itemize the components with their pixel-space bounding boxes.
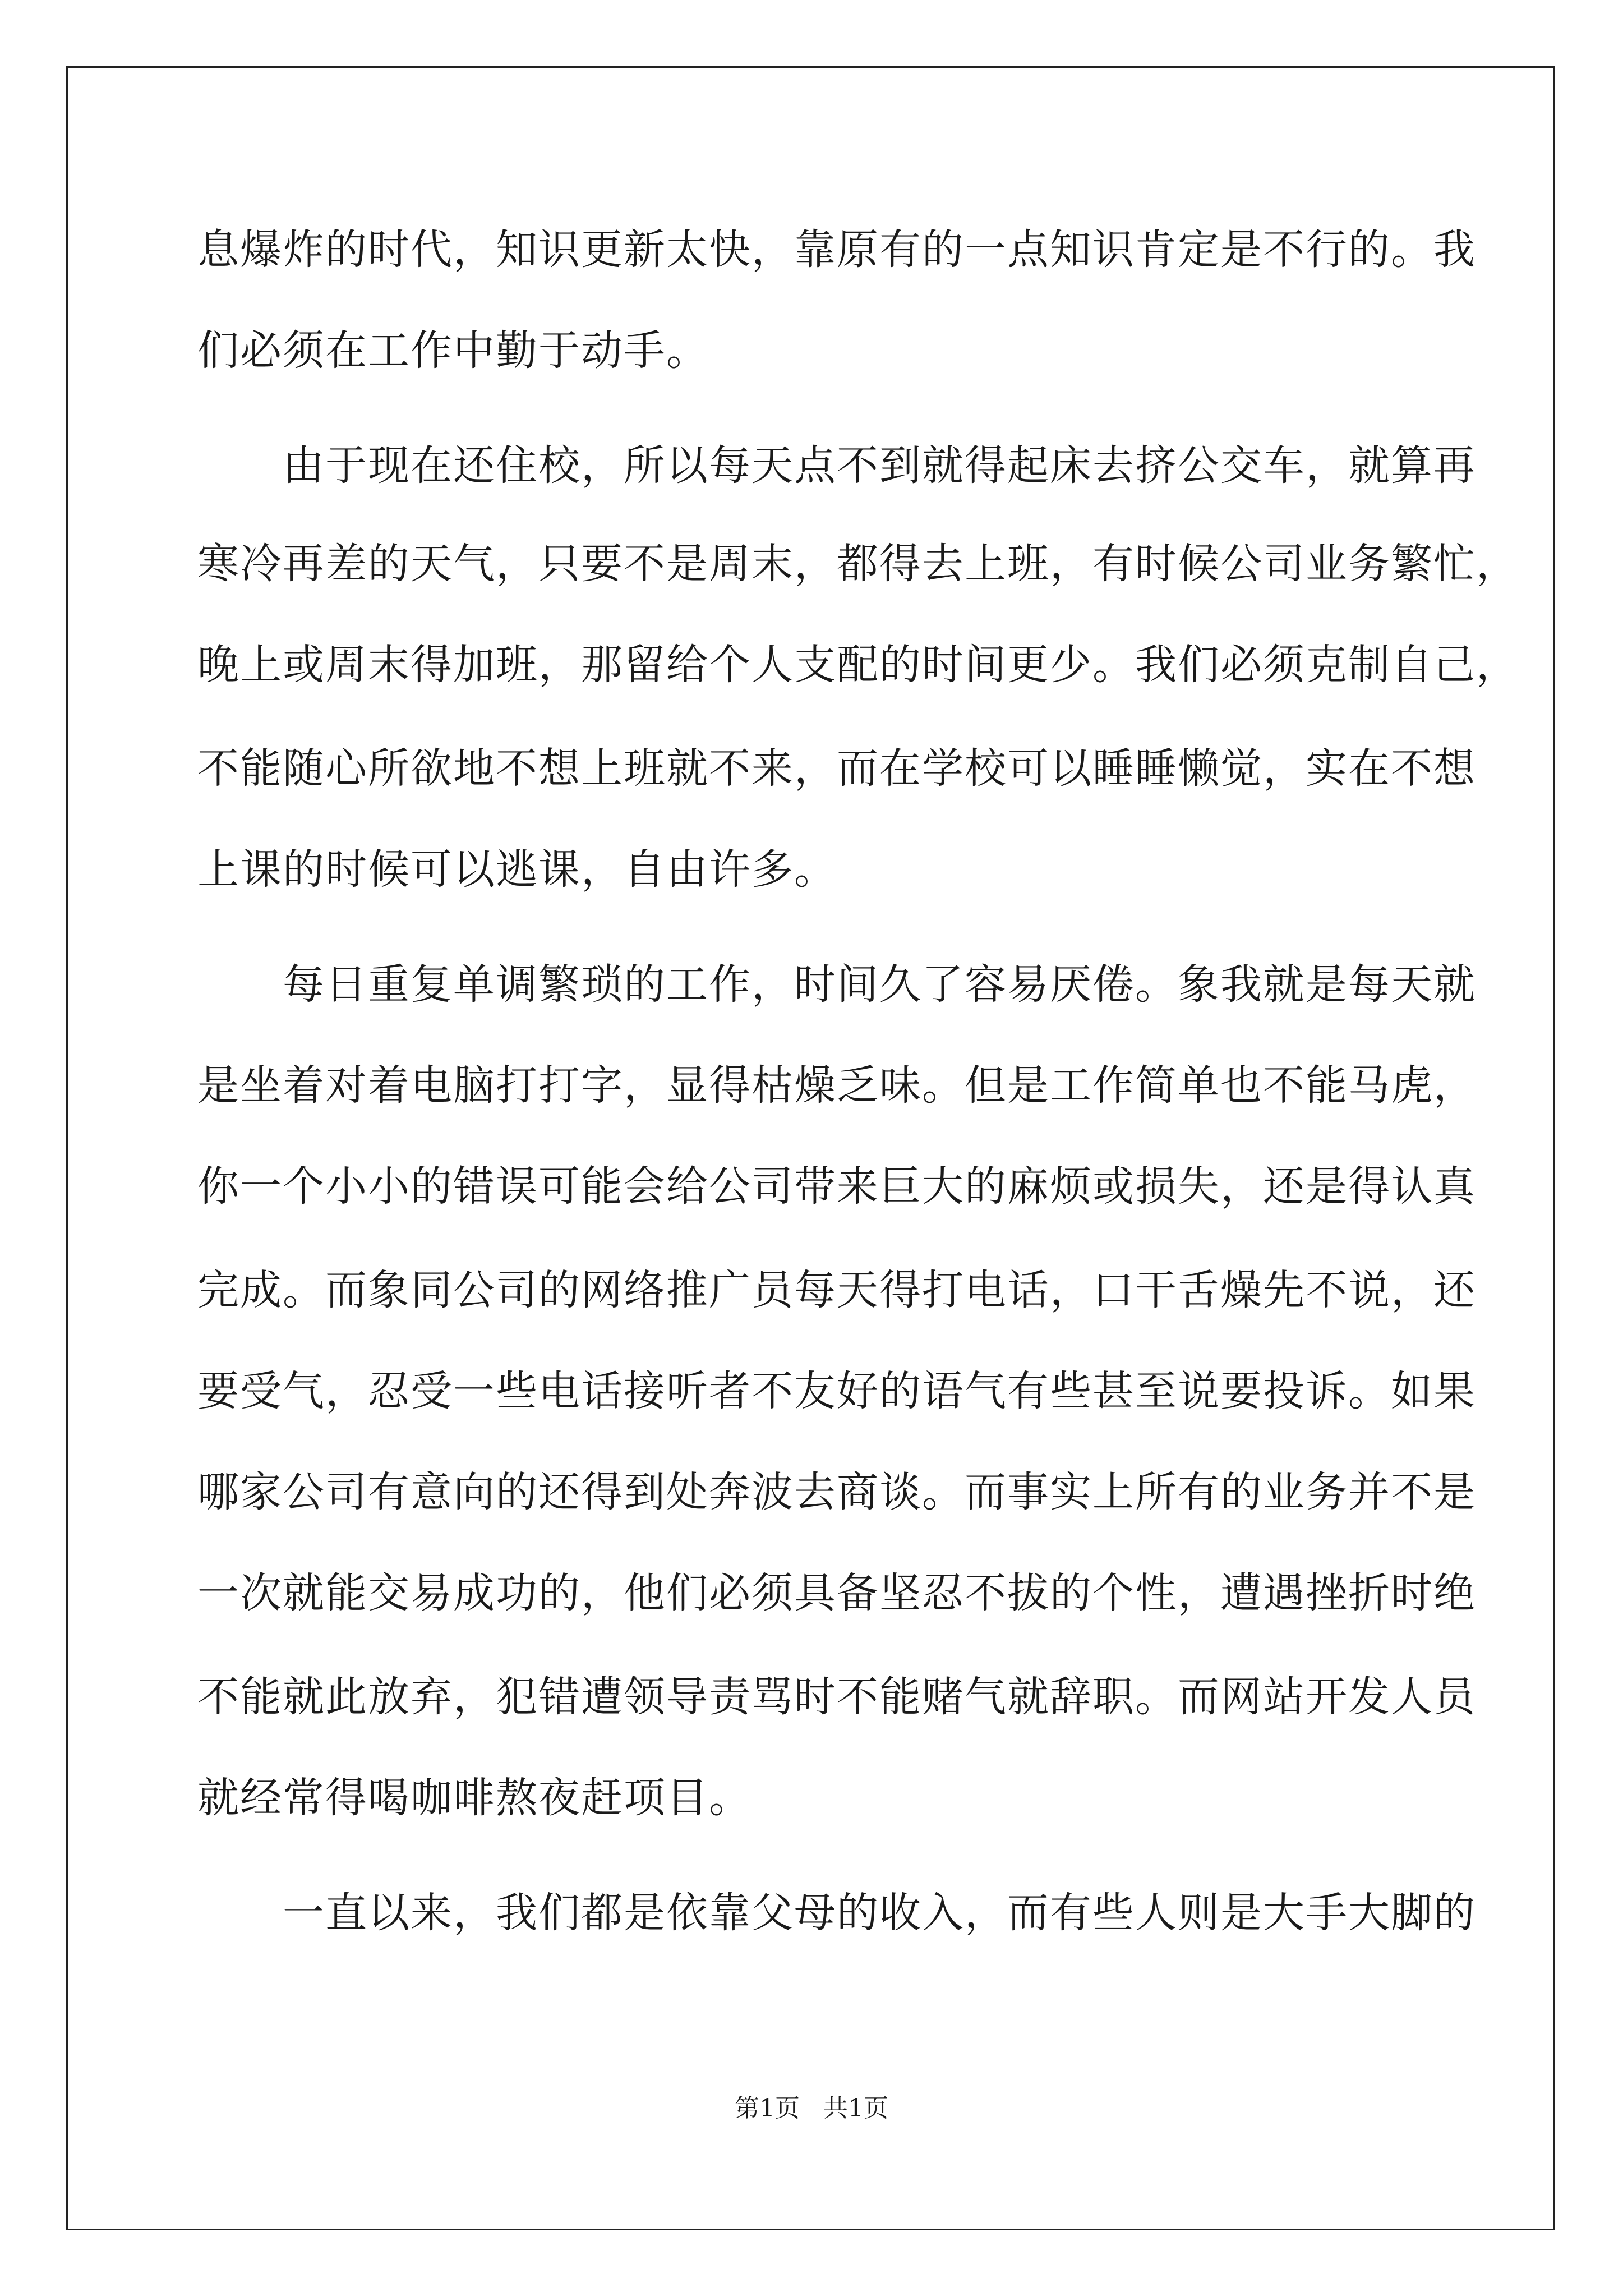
text-line: 不能随心所欲地不想上班就不来，而在学校可以睡睡懒觉，实在不想 xyxy=(197,744,1476,793)
page-total: 共1页 xyxy=(823,2094,888,2123)
text-line: 完成。而象同公司的网络推广员每天得打电话，口干舌燥先不说，还 xyxy=(197,1266,1476,1314)
text-line: 寒冷再差的天气，只要不是周末，都得去上班，有时候公司业务繁忙， xyxy=(197,540,1519,588)
text-line: 你一个小小的错误可能会给公司带来巨大的麻烦或损失，还是得认真 xyxy=(197,1162,1476,1211)
text-line: 要受气，忍受一些电话接听者不友好的语气有些甚至说要投诉。如果 xyxy=(197,1367,1476,1415)
page-footer xyxy=(0,2092,1623,2125)
text-line: 一直以来，我们都是依靠父母的收入，而有些人则是大手大脚的 xyxy=(197,1889,1476,1937)
text-line: 就经常得喝咖啡熬夜赶项目。 xyxy=(197,1774,751,1822)
text-line: 一次就能交易成功的，他们必须具备坚忍不拔的个性，遭遇挫折时绝 xyxy=(197,1569,1476,1617)
text-line: 息爆炸的时代，知识更新太快，靠原有的一点知识肯定是不行的。我 xyxy=(197,226,1476,274)
text-line: 是坐着对着电脑打打字，显得枯燥乏味。但是工作简单也不能马虎， xyxy=(197,1061,1476,1110)
text-line: 晚上或周末得加班，那留给个人支配的时间更少。我们必须克制自己， xyxy=(197,641,1519,689)
text-line: 们必须在工作中勤于动手。 xyxy=(197,326,709,375)
text-line: 哪家公司有意向的还得到处奔波去商谈。而事实上所有的业务并不是 xyxy=(197,1468,1476,1516)
text-line: 每日重复单调繁琐的工作，时间久了容易厌倦。象我就是每天就 xyxy=(197,960,1476,1009)
text-line: 上课的时候可以逃课，自由许多。 xyxy=(197,845,837,894)
text-line: 不能就此放弃，犯错遭领导责骂时不能赌气就辞职。而网站开发人员 xyxy=(197,1673,1476,1721)
page-number: 第1页 xyxy=(735,2094,800,2123)
text-line: 由于现在还住校，所以每天点不到就得起床去挤公交车，就算再 xyxy=(197,441,1476,490)
